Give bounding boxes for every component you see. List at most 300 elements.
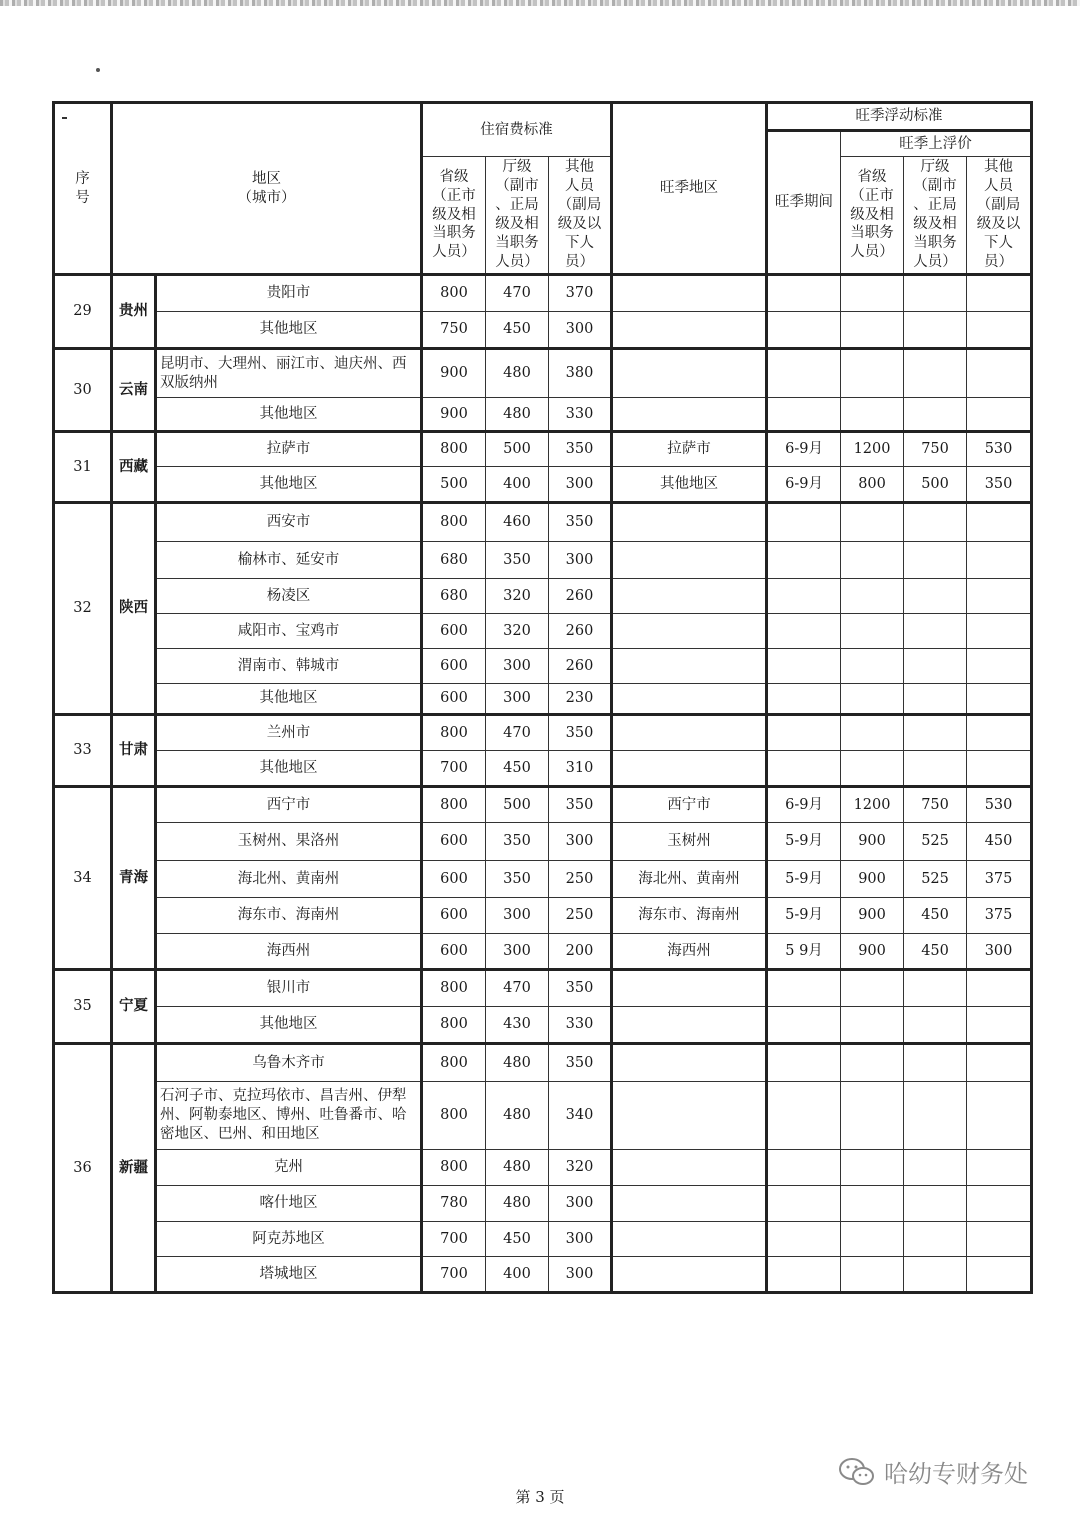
row-peak-other-level xyxy=(967,684,1032,715)
row-peak-other-level xyxy=(967,1007,1032,1044)
row-peak-region xyxy=(612,751,767,787)
row-peak-prov-level xyxy=(841,542,904,579)
table-row xyxy=(54,823,1032,861)
row-peak-prov-level: 900 xyxy=(841,898,904,934)
row-peak-region: 拉萨市 xyxy=(612,432,767,467)
row-peak-period xyxy=(767,1186,841,1222)
row-dept-level: 320 xyxy=(486,579,549,614)
row-peak-period: 6-9月 xyxy=(767,787,841,823)
table-row xyxy=(54,861,1032,898)
row-dept-level: 450 xyxy=(486,312,549,349)
row-peak-dept-level: 750 xyxy=(904,787,967,823)
row-peak-region: 海北州、黄南州 xyxy=(612,861,767,898)
header-peak-dept-level-text: 厅级 （副市 、正局 级及相 当职务 人员） xyxy=(913,159,957,270)
row-peak-region: 其他地区 xyxy=(612,467,767,503)
row-peak-other-level xyxy=(967,715,1032,751)
row-peak-region xyxy=(612,715,767,751)
row-city: 塔城地区 xyxy=(156,1257,422,1293)
row-peak-prov-level xyxy=(841,312,904,349)
row-peak-dept-level xyxy=(904,614,967,649)
row-peak-region xyxy=(612,614,767,649)
row-city: 拉萨市 xyxy=(156,432,422,467)
row-peak-prov-level xyxy=(841,684,904,715)
row-other-level: 200 xyxy=(549,934,612,970)
row-peak-period: 5-9月 xyxy=(767,861,841,898)
row-other-level: 350 xyxy=(549,787,612,823)
row-peak-dept-level: 500 xyxy=(904,467,967,503)
row-peak-period xyxy=(767,542,841,579)
table-row xyxy=(54,349,1032,398)
table-row xyxy=(54,684,1032,715)
row-prov-level: 600 xyxy=(422,649,486,684)
row-peak-dept-level xyxy=(904,1257,967,1293)
table-row xyxy=(54,1222,1032,1257)
row-city: 喀什地区 xyxy=(156,1186,422,1222)
header-dept-level-text: 厅级 （副市 、正局 级及相 当职务 人员） xyxy=(495,159,539,270)
row-prov-level: 600 xyxy=(422,823,486,861)
table-row xyxy=(54,275,1032,312)
row-prov-level: 800 xyxy=(422,275,486,312)
row-prov-level: 800 xyxy=(422,432,486,467)
row-peak-period xyxy=(767,1082,841,1150)
header-other-level xyxy=(549,157,612,275)
row-city: 玉树州、果洛州 xyxy=(156,823,422,861)
row-seq: 32 xyxy=(54,503,112,715)
row-dept-level: 400 xyxy=(486,467,549,503)
row-prov-level: 900 xyxy=(422,398,486,432)
row-peak-prov-level xyxy=(841,1044,904,1082)
row-peak-dept-level xyxy=(904,312,967,349)
row-peak-region xyxy=(612,312,767,349)
row-peak-other-level xyxy=(967,649,1032,684)
row-city: 其他地区 xyxy=(156,467,422,503)
row-city: 其他地区 xyxy=(156,751,422,787)
table-row xyxy=(54,715,1032,751)
row-peak-region xyxy=(612,275,767,312)
row-city: 榆林市、延安市 xyxy=(156,542,422,579)
row-peak-period: 5 9月 xyxy=(767,934,841,970)
row-city: 海西州 xyxy=(156,934,422,970)
row-dept-level: 460 xyxy=(486,503,549,542)
row-prov-level: 800 xyxy=(422,1150,486,1186)
row-prov-level: 680 xyxy=(422,542,486,579)
row-city: 海北州、黄南州 xyxy=(156,861,422,898)
row-other-level: 300 xyxy=(549,312,612,349)
row-peak-period: 5-9月 xyxy=(767,823,841,861)
row-peak-prov-level xyxy=(841,579,904,614)
row-city: 西宁市 xyxy=(156,787,422,823)
row-peak-region xyxy=(612,1150,767,1186)
header-lodging-std: 住宿费标准 xyxy=(422,103,612,157)
row-peak-prov-level xyxy=(841,715,904,751)
row-peak-region xyxy=(612,1186,767,1222)
row-peak-dept-level xyxy=(904,1082,967,1150)
row-peak-dept-level: 525 xyxy=(904,823,967,861)
table-row xyxy=(54,398,1032,432)
row-peak-region xyxy=(612,542,767,579)
row-prov-level: 900 xyxy=(422,349,486,398)
row-province: 云南 xyxy=(112,349,156,432)
row-peak-other-level xyxy=(967,312,1032,349)
table-row xyxy=(54,542,1032,579)
table-row xyxy=(54,467,1032,503)
table-row xyxy=(54,970,1032,1007)
table-row xyxy=(54,787,1032,823)
row-dept-level: 430 xyxy=(486,1007,549,1044)
row-prov-level: 800 xyxy=(422,715,486,751)
table-row xyxy=(54,432,1032,467)
header-region xyxy=(112,103,422,275)
row-peak-dept-level: 450 xyxy=(904,934,967,970)
page-footer: 第 3 页 xyxy=(515,1488,565,1506)
header-peak-prov-level xyxy=(841,157,904,275)
row-peak-dept-level xyxy=(904,398,967,432)
row-peak-other-level xyxy=(967,503,1032,542)
header-prov-level xyxy=(422,157,486,275)
row-prov-level: 800 xyxy=(422,1082,486,1150)
row-dept-level: 470 xyxy=(486,970,549,1007)
row-peak-period xyxy=(767,398,841,432)
row-peak-other-level xyxy=(967,1222,1032,1257)
row-dept-level: 480 xyxy=(486,1150,549,1186)
row-peak-dept-level xyxy=(904,1186,967,1222)
row-prov-level: 600 xyxy=(422,684,486,715)
row-other-level: 350 xyxy=(549,503,612,542)
row-dept-level: 450 xyxy=(486,1222,549,1257)
row-prov-level: 780 xyxy=(422,1186,486,1222)
row-peak-dept-level xyxy=(904,1007,967,1044)
row-peak-region xyxy=(612,1007,767,1044)
table-row xyxy=(54,614,1032,649)
row-peak-other-level: 300 xyxy=(967,934,1032,970)
row-peak-other-level xyxy=(967,1186,1032,1222)
row-dept-level: 450 xyxy=(486,751,549,787)
row-peak-dept-level xyxy=(904,751,967,787)
row-peak-dept-level xyxy=(904,349,967,398)
row-city: 其他地区 xyxy=(156,312,422,349)
row-province: 新疆 xyxy=(112,1044,156,1293)
row-seq: 36 xyxy=(54,1044,112,1293)
row-peak-prov-level: 900 xyxy=(841,823,904,861)
row-peak-prov-level xyxy=(841,1222,904,1257)
header-prov-level-text: 省级 （正市 级及相 当职务 人员） xyxy=(432,168,476,261)
row-city: 海东市、海南州 xyxy=(156,898,422,934)
row-prov-level: 700 xyxy=(422,751,486,787)
row-peak-period: 5-9月 xyxy=(767,898,841,934)
lodging-standard-table xyxy=(52,101,1033,1294)
row-peak-prov-level xyxy=(841,614,904,649)
row-peak-region xyxy=(612,1222,767,1257)
header-peak-float-std: 旺季浮动标准 xyxy=(767,103,1032,131)
row-peak-prov-level xyxy=(841,503,904,542)
row-peak-dept-level xyxy=(904,275,967,312)
row-other-level: 340 xyxy=(549,1082,612,1150)
row-dept-level: 300 xyxy=(486,934,549,970)
row-peak-other-level xyxy=(967,970,1032,1007)
row-seq: 30 xyxy=(54,349,112,432)
row-peak-prov-level: 1200 xyxy=(841,432,904,467)
row-peak-region: 海东市、海南州 xyxy=(612,898,767,934)
header-other-level-text: 其他 人员 （副局 级及以 下人 员） xyxy=(557,159,602,270)
table-row xyxy=(54,1007,1032,1044)
table-body xyxy=(54,275,1032,1293)
header-peak-price: 旺季上浮价 xyxy=(841,131,1032,157)
row-other-level: 260 xyxy=(549,614,612,649)
row-dept-level: 300 xyxy=(486,684,549,715)
row-peak-period xyxy=(767,579,841,614)
row-dept-level: 480 xyxy=(486,1044,549,1082)
row-peak-dept-level xyxy=(904,715,967,751)
row-dept-level: 480 xyxy=(486,349,549,398)
row-peak-prov-level xyxy=(841,349,904,398)
row-peak-other-level xyxy=(967,349,1032,398)
row-other-level: 330 xyxy=(549,398,612,432)
row-peak-period xyxy=(767,1257,841,1293)
scan-speck xyxy=(96,68,100,72)
row-peak-dept-level xyxy=(904,1150,967,1186)
row-peak-other-level: 350 xyxy=(967,467,1032,503)
row-prov-level: 500 xyxy=(422,467,486,503)
row-peak-other-level xyxy=(967,1082,1032,1150)
row-peak-region xyxy=(612,1044,767,1082)
row-prov-level: 700 xyxy=(422,1257,486,1293)
row-city: 阿克苏地区 xyxy=(156,1222,422,1257)
row-prov-level: 800 xyxy=(422,970,486,1007)
scan-edge-noise xyxy=(0,0,1080,6)
row-peak-other-level: 450 xyxy=(967,823,1032,861)
row-dept-level: 320 xyxy=(486,614,549,649)
row-city: 昆明市、大理州、丽江市、迪庆州、西双版纳州 xyxy=(156,349,422,398)
table-row xyxy=(54,649,1032,684)
row-province: 陕西 xyxy=(112,503,156,715)
row-peak-region: 海西州 xyxy=(612,934,767,970)
row-peak-region: 西宁市 xyxy=(612,787,767,823)
row-other-level: 370 xyxy=(549,275,612,312)
table-row xyxy=(54,503,1032,542)
row-peak-prov-level xyxy=(841,1082,904,1150)
row-city: 克州 xyxy=(156,1150,422,1186)
header-seq-text: 序 号 xyxy=(75,170,90,206)
row-seq: 33 xyxy=(54,715,112,787)
row-city: 渭南市、韩城市 xyxy=(156,649,422,684)
row-peak-other-level xyxy=(967,579,1032,614)
row-peak-prov-level xyxy=(841,649,904,684)
wechat-icon xyxy=(838,1457,876,1487)
row-other-level: 300 xyxy=(549,823,612,861)
row-prov-level: 600 xyxy=(422,861,486,898)
row-dept-level: 470 xyxy=(486,275,549,312)
row-peak-period xyxy=(767,649,841,684)
row-city: 贵阳市 xyxy=(156,275,422,312)
row-peak-period: 6-9月 xyxy=(767,467,841,503)
row-other-level: 300 xyxy=(549,1222,612,1257)
row-dept-level: 500 xyxy=(486,787,549,823)
table-row xyxy=(54,1257,1032,1293)
row-peak-dept-level xyxy=(904,1044,967,1082)
row-other-level: 250 xyxy=(549,861,612,898)
row-peak-prov-level xyxy=(841,1257,904,1293)
row-province: 青海 xyxy=(112,787,156,970)
row-other-level: 250 xyxy=(549,898,612,934)
row-prov-level: 800 xyxy=(422,787,486,823)
row-peak-period xyxy=(767,1150,841,1186)
row-city: 兰州市 xyxy=(156,715,422,751)
row-other-level: 230 xyxy=(549,684,612,715)
header-peak-period: 旺季期间 xyxy=(767,131,841,275)
row-prov-level: 750 xyxy=(422,312,486,349)
row-dept-level: 470 xyxy=(486,715,549,751)
row-peak-prov-level: 1200 xyxy=(841,787,904,823)
row-province: 西藏 xyxy=(112,432,156,503)
row-peak-region xyxy=(612,398,767,432)
header-seq xyxy=(54,103,112,275)
row-peak-region xyxy=(612,684,767,715)
row-city: 其他地区 xyxy=(156,1007,422,1044)
row-peak-region xyxy=(612,1082,767,1150)
row-peak-dept-level xyxy=(904,649,967,684)
row-other-level: 350 xyxy=(549,970,612,1007)
table-row xyxy=(54,312,1032,349)
row-dept-level: 300 xyxy=(486,649,549,684)
row-dept-level: 350 xyxy=(486,542,549,579)
row-peak-period xyxy=(767,715,841,751)
row-peak-period xyxy=(767,275,841,312)
row-seq: 31 xyxy=(54,432,112,503)
row-prov-level: 800 xyxy=(422,1007,486,1044)
row-peak-other-level: 375 xyxy=(967,861,1032,898)
row-peak-period xyxy=(767,503,841,542)
header-peak-other-level-text: 其他 人员 （副局 级及以 下人 员） xyxy=(976,159,1021,270)
row-dept-level: 500 xyxy=(486,432,549,467)
row-dept-level: 350 xyxy=(486,823,549,861)
row-other-level: 260 xyxy=(549,579,612,614)
table-row xyxy=(54,1082,1032,1150)
row-peak-period xyxy=(767,684,841,715)
header-peak-prov-level-text: 省级 （正市 级及相 当职务 人员） xyxy=(850,168,894,261)
row-peak-dept-level xyxy=(904,684,967,715)
table-row xyxy=(54,934,1032,970)
row-peak-region xyxy=(612,579,767,614)
row-city: 其他地区 xyxy=(156,398,422,432)
row-peak-period xyxy=(767,312,841,349)
row-prov-level: 800 xyxy=(422,503,486,542)
row-peak-dept-level xyxy=(904,1222,967,1257)
row-peak-region xyxy=(612,349,767,398)
row-peak-period xyxy=(767,614,841,649)
row-other-level: 330 xyxy=(549,1007,612,1044)
row-peak-other-level: 530 xyxy=(967,787,1032,823)
row-other-level: 300 xyxy=(549,467,612,503)
row-other-level: 300 xyxy=(549,1257,612,1293)
row-city: 石河子市、克拉玛依市、昌吉州、伊犁州、阿勒泰地区、博州、吐鲁番市、哈密地区、巴州、和田地区 xyxy=(156,1082,422,1150)
row-peak-prov-level xyxy=(841,1186,904,1222)
header-peak-region: 旺季地区 xyxy=(612,103,767,275)
row-peak-other-level: 530 xyxy=(967,432,1032,467)
row-city: 其他地区 xyxy=(156,684,422,715)
row-peak-region xyxy=(612,1257,767,1293)
row-peak-other-level xyxy=(967,542,1032,579)
row-province: 甘肃 xyxy=(112,715,156,787)
row-peak-region xyxy=(612,649,767,684)
row-prov-level: 600 xyxy=(422,898,486,934)
row-peak-prov-level xyxy=(841,751,904,787)
row-peak-prov-level: 900 xyxy=(841,861,904,898)
row-peak-period xyxy=(767,1007,841,1044)
row-dept-level: 480 xyxy=(486,398,549,432)
row-other-level: 310 xyxy=(549,751,612,787)
row-peak-prov-level xyxy=(841,398,904,432)
row-other-level: 260 xyxy=(549,649,612,684)
row-peak-region xyxy=(612,503,767,542)
row-peak-prov-level xyxy=(841,1007,904,1044)
row-other-level: 300 xyxy=(549,1186,612,1222)
row-peak-dept-level xyxy=(904,542,967,579)
header-region-text: 地区 （城市） xyxy=(237,170,296,206)
row-other-level: 350 xyxy=(549,715,612,751)
table-row xyxy=(54,1150,1032,1186)
row-other-level: 380 xyxy=(549,349,612,398)
row-prov-level: 600 xyxy=(422,614,486,649)
row-prov-level: 700 xyxy=(422,1222,486,1257)
row-prov-level: 800 xyxy=(422,1044,486,1082)
table-row xyxy=(54,1044,1032,1082)
row-city: 咸阳市、宝鸡市 xyxy=(156,614,422,649)
header-peak-dept-level xyxy=(904,157,967,275)
row-peak-other-level xyxy=(967,751,1032,787)
row-peak-other-level xyxy=(967,1044,1032,1082)
row-peak-dept-level xyxy=(904,579,967,614)
row-other-level: 350 xyxy=(549,432,612,467)
row-peak-other-level xyxy=(967,614,1032,649)
row-dept-level: 300 xyxy=(486,898,549,934)
row-city: 银川市 xyxy=(156,970,422,1007)
header-peak-other-level xyxy=(967,157,1032,275)
row-peak-other-level: 375 xyxy=(967,898,1032,934)
table-row xyxy=(54,898,1032,934)
row-peak-prov-level: 900 xyxy=(841,934,904,970)
row-dept-level: 400 xyxy=(486,1257,549,1293)
row-prov-level: 600 xyxy=(422,934,486,970)
watermark xyxy=(838,1454,1028,1489)
row-peak-other-level xyxy=(967,1257,1032,1293)
row-peak-prov-level xyxy=(841,1150,904,1186)
row-city: 西安市 xyxy=(156,503,422,542)
row-seq: 34 xyxy=(54,787,112,970)
row-peak-prov-level: 800 xyxy=(841,467,904,503)
row-seq: 35 xyxy=(54,970,112,1044)
row-dept-level: 350 xyxy=(486,861,549,898)
row-peak-dept-level xyxy=(904,503,967,542)
row-peak-dept-level: 525 xyxy=(904,861,967,898)
table-row xyxy=(54,1186,1032,1222)
row-peak-period xyxy=(767,1044,841,1082)
row-dept-level: 480 xyxy=(486,1082,549,1150)
row-peak-dept-level: 450 xyxy=(904,898,967,934)
row-peak-region: 玉树州 xyxy=(612,823,767,861)
row-peak-period xyxy=(767,349,841,398)
row-peak-period xyxy=(767,970,841,1007)
watermark-text: 哈幼专财务处 xyxy=(884,1460,1028,1488)
row-province: 贵州 xyxy=(112,275,156,349)
header-dept-level xyxy=(486,157,549,275)
row-city: 乌鲁木齐市 xyxy=(156,1044,422,1082)
row-peak-other-level xyxy=(967,1150,1032,1186)
row-city: 杨凌区 xyxy=(156,579,422,614)
row-seq: 29 xyxy=(54,275,112,349)
row-province: 宁夏 xyxy=(112,970,156,1044)
row-prov-level: 680 xyxy=(422,579,486,614)
row-peak-dept-level: 750 xyxy=(904,432,967,467)
